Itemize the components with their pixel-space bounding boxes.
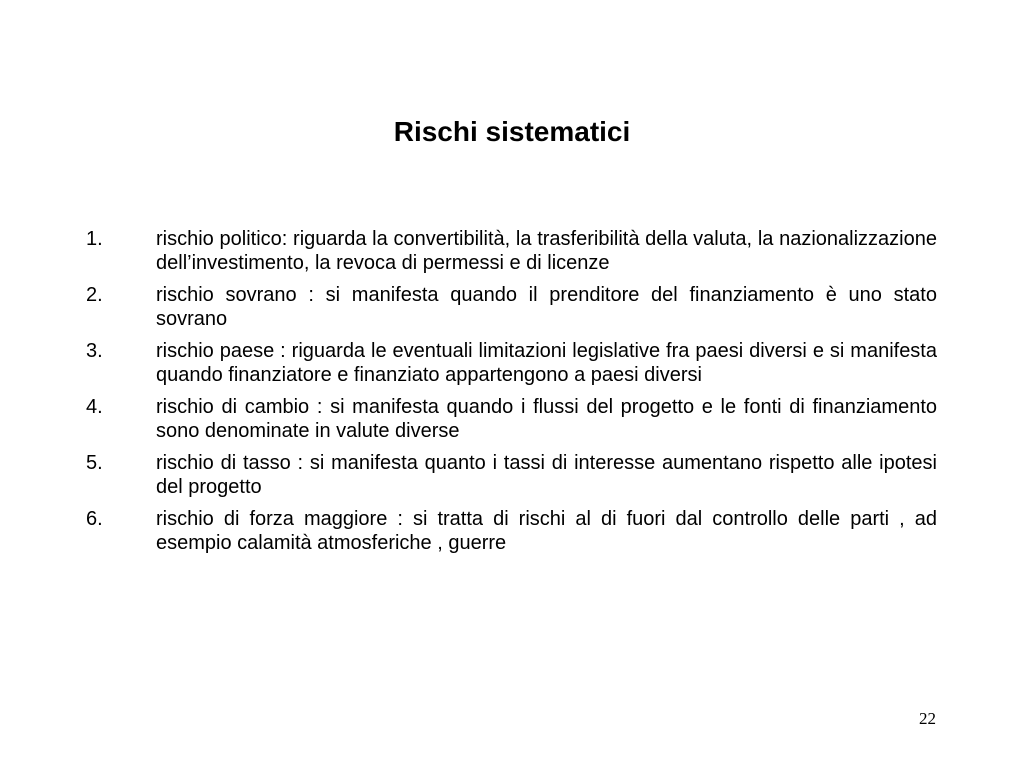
list-item-number: 1. [86,228,103,250]
list-item-text: rischio di cambio : si manifesta quando i flussi del progetto e le fonti di finanziamento sono denominate in valute diverse [156,396,937,442]
list-item [86,395,937,443]
list-item [86,227,937,275]
list-item [86,339,937,387]
list-item-text: rischio di forza maggiore : si tratta di rischi al di fuori dal controllo delle parti , ad esempio calamità atmosferiche , guerre [156,508,937,554]
list-item [86,507,937,555]
list-item-number: 4. [86,396,103,418]
list-item-number: 2. [86,284,103,306]
slide-title: Rischi sistematici [393,116,631,147]
list-item-number: 5. [86,452,103,474]
risk-list [86,227,937,563]
list-item-number: 6. [86,508,103,530]
list-item [86,451,937,499]
list-item-text: rischio paese : riguarda le eventuali limitazioni legislative fra paesi diversi e si manifesta quando finanziatore e finanziato appartengono a paesi diversi [156,340,937,386]
list-item-text: rischio di tasso : si manifesta quanto i tassi di interesse aumentano rispetto alle ipotesi del progetto [156,452,937,498]
list-item-number: 3. [86,340,103,362]
page-number: 22 [919,709,936,728]
list-item-text: rischio sovrano : si manifesta quando il prenditore del finanziamento è uno stato sovrano [156,284,937,330]
list-item [86,283,937,331]
list-item-text: rischio politico: riguarda la convertibilità, la trasferibilità della valuta, la nazionalizzazione dell’investimento, la revoca di permessi e di licenze [156,228,937,274]
